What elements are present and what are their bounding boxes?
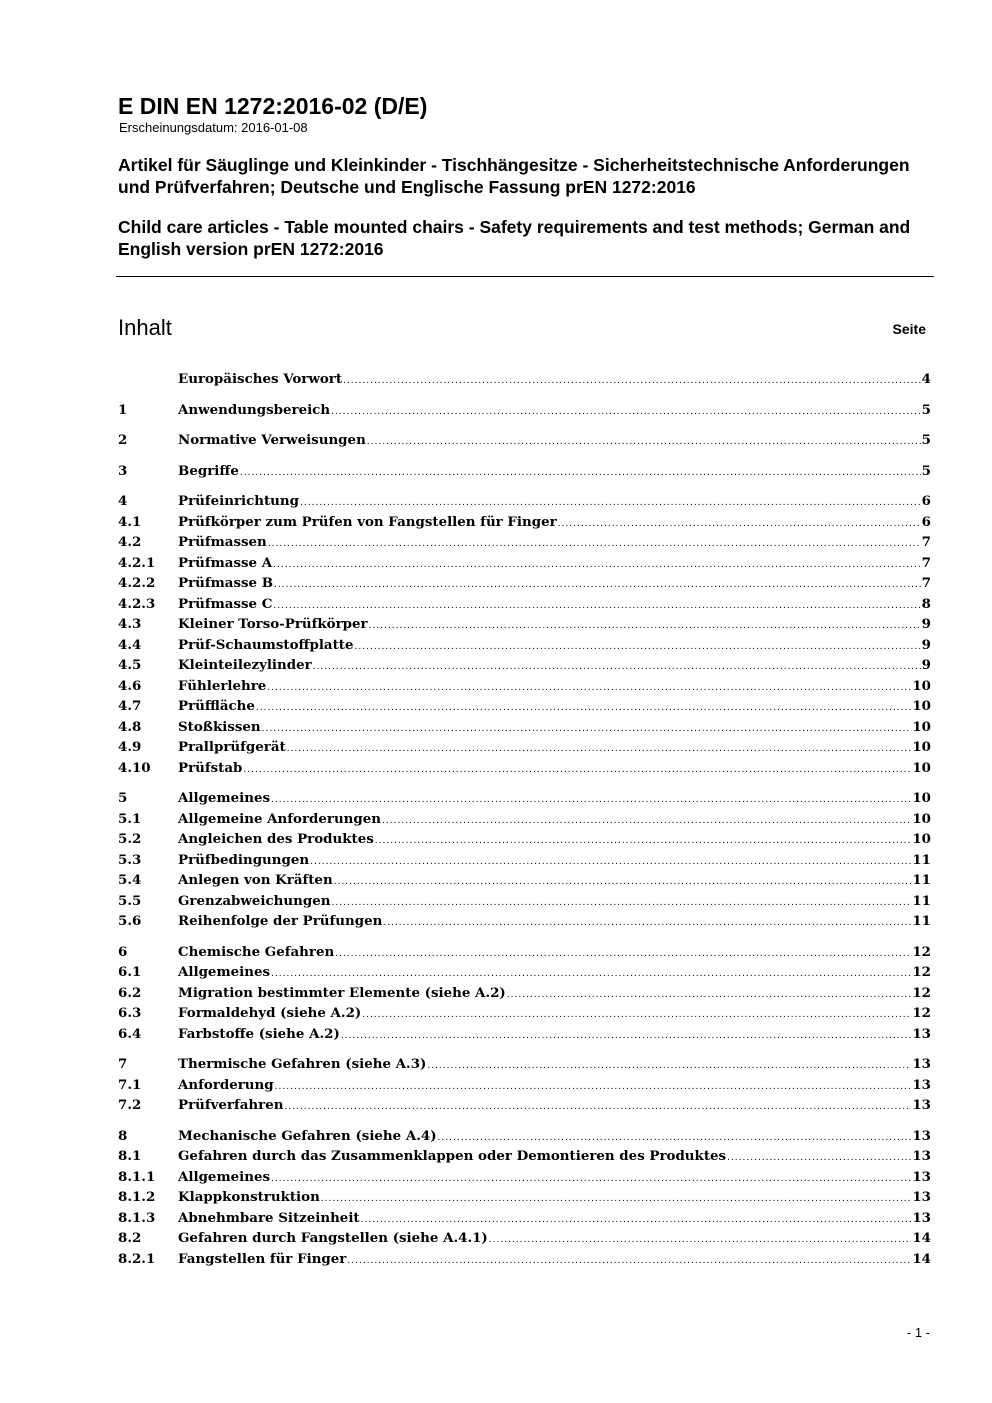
toc-dot-leader — [341, 1031, 912, 1041]
toc-entry[interactable] — [118, 739, 931, 760]
toc-dot-leader — [362, 1010, 911, 1020]
toc-entry[interactable] — [118, 678, 931, 699]
toc-entry-page: 12 — [912, 1005, 931, 1021]
toc-dot-leader — [256, 703, 911, 713]
toc-entry-number: 3 — [118, 462, 128, 479]
toc-dot-leader — [271, 795, 911, 805]
toc-dot-leader — [334, 877, 912, 887]
toc-entry-label: Kleinteilezylinder — [178, 657, 312, 673]
toc-heading: Inhalt — [118, 315, 172, 340]
toc-entry-number: 5.2 — [118, 831, 142, 847]
toc-entry[interactable] — [118, 811, 931, 832]
toc-entry-label: Grenzabweichungen — [178, 892, 331, 909]
toc-dot-leader — [268, 539, 921, 549]
toc-entry-page: 12 — [912, 964, 931, 980]
toc-entry-number: 5 — [118, 790, 128, 806]
toc-entry-label: Prüfmassen — [178, 534, 267, 550]
toc-entry-page: 4 — [921, 371, 931, 387]
toc-entry-label: Europäisches Vorwort — [178, 371, 343, 387]
toc-dot-leader — [367, 437, 921, 447]
toc-entry-page: 11 — [912, 892, 931, 909]
toc-entry-number: 4.8 — [118, 718, 142, 735]
toc-entry-page: 10 — [912, 698, 931, 714]
toc-dot-leader — [332, 898, 912, 908]
toc-dot-leader — [383, 918, 911, 928]
toc-dot-leader — [321, 1194, 912, 1204]
toc-entry-label: Prüfkörper zum Prüfen von Fangstellen für Finger — [178, 513, 557, 530]
toc-entry[interactable] — [118, 1128, 931, 1149]
toc-entry-page: 13 — [912, 1056, 931, 1072]
toc-dot-leader — [347, 1256, 911, 1266]
toc-entry-number: 7.1 — [118, 1076, 142, 1093]
toc-entry-label: Klappkonstruktion — [178, 1189, 320, 1205]
toc-dot-leader — [284, 1102, 911, 1112]
toc-entry[interactable] — [118, 944, 931, 965]
toc-entry-page: 13 — [912, 1076, 931, 1093]
toc-entry-number: 8.1.2 — [118, 1189, 156, 1205]
toc-entry[interactable] — [118, 463, 931, 484]
toc-entry[interactable] — [118, 1097, 931, 1118]
toc-entry[interactable] — [118, 402, 931, 423]
toc-entry-label: Chemische Gefahren — [178, 943, 335, 960]
toc-entry-page: 13 — [912, 1189, 931, 1205]
toc-entry-page: 14 — [912, 1230, 931, 1246]
toc-entry-page: 6 — [921, 513, 931, 530]
toc-entry-page: 10 — [912, 718, 931, 735]
toc-entry-label: Mechanische Gefahren (siehe A.4) — [178, 1127, 437, 1144]
toc-entry[interactable] — [118, 698, 931, 719]
toc-entry-number: 5.5 — [118, 892, 142, 909]
publication-date: Erscheinungsdatum: 2016-01-08 — [119, 120, 308, 135]
toc-entry[interactable] — [118, 852, 931, 873]
toc-entry-label: Stoßkissen — [178, 718, 261, 735]
toc-entry-page: 13 — [912, 1209, 931, 1226]
toc-entry-page: 12 — [912, 943, 931, 960]
toc-entry-page: 5 — [921, 462, 931, 479]
toc-entry[interactable] — [118, 1251, 931, 1272]
toc-entry-label: Prüfstab — [178, 759, 243, 776]
toc-dot-leader — [335, 949, 911, 959]
toc-entry-label: Allgemeine Anforderungen — [178, 810, 382, 827]
toc-entry-page: 5 — [921, 432, 931, 448]
toc-entry-label: Allgemeines — [178, 964, 271, 980]
toc-dot-leader — [240, 468, 921, 478]
toc-dot-leader — [382, 816, 911, 826]
toc-entry-number: 4.6 — [118, 677, 142, 694]
toc-entry-number: 8.1.1 — [118, 1168, 156, 1185]
toc-entry-label: Kleiner Torso-Prüfkörper — [178, 616, 368, 632]
toc-entry[interactable] — [118, 1056, 931, 1077]
toc-entry-number: 4.2.3 — [118, 595, 156, 612]
toc-entry-number: 8 — [118, 1127, 128, 1144]
toc-entry[interactable] — [118, 760, 931, 781]
toc-entry-page: 10 — [912, 677, 931, 694]
toc-dot-leader — [361, 1215, 912, 1225]
toc-entry-label: Anforderung — [178, 1076, 274, 1093]
toc-entry[interactable] — [118, 575, 931, 596]
toc-entry-page: 5 — [921, 401, 931, 418]
toc-dot-leader — [489, 1235, 912, 1245]
toc-entry-number: 6.3 — [118, 1005, 142, 1021]
toc-entry-label: Anlegen von Kräften — [178, 872, 333, 888]
toc-entry[interactable] — [118, 872, 931, 893]
toc-entry[interactable] — [118, 657, 931, 678]
toc-dot-leader — [369, 621, 921, 631]
toc-entry-label: Abnehmbare Sitzeinheit — [178, 1209, 360, 1226]
toc-entry-label: Prüf-Schaumstoffplatte — [178, 636, 354, 653]
toc-entry-label: Prüfeinrichtung — [178, 493, 300, 509]
toc-entry-number: 5.4 — [118, 872, 142, 888]
toc-entry-page: 12 — [912, 984, 931, 1001]
toc-dot-leader — [273, 560, 921, 570]
toc-entry-page: 10 — [912, 790, 931, 806]
toc-dot-leader — [243, 765, 911, 775]
toc-entry-number: 1 — [118, 401, 128, 418]
toc-entry-page: 13 — [912, 1168, 931, 1185]
toc-entry-number: 5.6 — [118, 913, 142, 929]
toc-dot-leader — [271, 1174, 911, 1184]
toc-entry-number: 8.2.1 — [118, 1250, 156, 1267]
toc-entry-page: 13 — [912, 1025, 931, 1042]
toc-entry-page: 11 — [912, 851, 931, 868]
toc-entry-number: 2 — [118, 432, 128, 448]
toc-entry-number: 4.10 — [118, 759, 151, 776]
toc-entry-label: Prüfmasse C — [178, 595, 273, 612]
toc-entry-page: 11 — [912, 913, 931, 929]
toc-entry[interactable] — [118, 1210, 931, 1231]
toc-entry-page: 7 — [921, 575, 931, 591]
toc-dot-leader — [273, 601, 920, 611]
toc-entry-number: 4.2.1 — [118, 554, 156, 571]
toc-entry-number: 4.1 — [118, 513, 142, 530]
toc-entry-number: 5.1 — [118, 810, 142, 827]
toc-entry-number: 4.3 — [118, 616, 142, 632]
toc-page-column-label: Seite — [892, 321, 926, 337]
toc-entry-page: 7 — [921, 554, 931, 571]
toc-entry[interactable] — [118, 371, 931, 392]
toc-entry-page: 10 — [912, 831, 931, 847]
page-number: - 1 - — [906, 1325, 930, 1340]
toc-entry-page: 10 — [912, 739, 931, 755]
toc-dot-leader — [727, 1153, 911, 1163]
toc-dot-leader — [438, 1133, 912, 1143]
toc-entry-page: 6 — [921, 493, 931, 509]
toc-entry-label: Anwendungsbereich — [178, 401, 331, 418]
toc-entry-page: 9 — [921, 616, 931, 632]
toc-entry-page: 7 — [921, 534, 931, 550]
toc-dot-leader — [262, 724, 912, 734]
toc-entry-number: 4 — [118, 493, 128, 509]
toc-entry[interactable] — [118, 1077, 931, 1098]
toc-entry[interactable] — [118, 1169, 931, 1190]
toc-entry-number: 5.3 — [118, 851, 142, 868]
toc-entry[interactable] — [118, 964, 931, 985]
toc-entry[interactable] — [118, 555, 931, 576]
toc-entry-number: 8.1 — [118, 1148, 142, 1164]
toc-entry-label: Prüfmasse B — [178, 575, 274, 591]
toc-dot-leader — [267, 683, 911, 693]
toc-entry-number: 7 — [118, 1056, 128, 1072]
toc-entry[interactable] — [118, 1189, 931, 1210]
toc-entry[interactable] — [118, 432, 931, 453]
toc-entry[interactable] — [118, 1148, 931, 1169]
document-id: E DIN EN 1272:2016-02 (D/E) — [118, 93, 428, 119]
toc-entry-page: 9 — [921, 636, 931, 653]
toc-dot-leader — [275, 1082, 912, 1092]
toc-entry-page: 13 — [912, 1127, 931, 1144]
toc-dot-leader — [507, 990, 912, 1000]
title-german: Artikel für Säuglinge und Kleinkinder - Tischhängesitze - Sicherheitstechnische Anforderungen und Prüfverfahren; Deutsche und Englische Fassung prEN 1272:2016 — [118, 155, 910, 197]
toc-entry-label: Fangstellen für Finger — [178, 1250, 347, 1267]
toc-entry[interactable] — [118, 493, 931, 514]
toc-entry-number: 4.9 — [118, 739, 142, 755]
toc-entry-label: Begriffe — [178, 462, 239, 479]
toc-entry-page: 14 — [912, 1250, 931, 1267]
toc-entry-number: 6.1 — [118, 964, 142, 980]
toc-entry-number: 8.1.3 — [118, 1209, 156, 1226]
toc-entry-label: Gefahren durch Fangstellen (siehe A.4.1) — [178, 1230, 488, 1246]
toc-dot-leader — [558, 519, 921, 529]
toc-dot-leader — [300, 498, 921, 508]
toc-entry-page: 11 — [912, 872, 931, 888]
toc-entry[interactable] — [118, 637, 931, 658]
toc-dot-leader — [375, 836, 912, 846]
toc-entry[interactable] — [118, 831, 931, 852]
toc-entry-label: Formaldehyd (siehe A.2) — [178, 1005, 362, 1021]
toc-entry-label: Reihenfolge der Prüfungen — [178, 913, 383, 929]
toc-entry[interactable] — [118, 893, 931, 914]
toc-entry[interactable] — [118, 514, 931, 535]
toc-entry-number: 6.2 — [118, 984, 142, 1001]
toc-entry[interactable] — [118, 985, 931, 1006]
toc-entry-label: Normative Verweisungen — [178, 432, 366, 448]
toc-entry-label: Prüfmasse A — [178, 554, 273, 571]
toc-entry[interactable] — [118, 790, 931, 811]
toc-entry-label: Gefahren durch das Zusammenklappen oder Demontieren des Produktes — [178, 1148, 727, 1164]
toc-entry[interactable] — [118, 616, 931, 637]
toc-dot-leader — [274, 580, 921, 590]
toc-dot-leader — [331, 407, 921, 417]
toc-entry-label: Farbstoffe (siehe A.2) — [178, 1025, 340, 1042]
toc-entry[interactable] — [118, 719, 931, 740]
toc-entry-label: Prüfbedingungen — [178, 851, 310, 868]
toc-entry-page: 10 — [912, 810, 931, 827]
toc-entry-label: Prallprüfgerät — [178, 739, 286, 755]
toc-entry-number: 4.4 — [118, 636, 142, 653]
toc-entry[interactable] — [118, 596, 931, 617]
toc-entry[interactable] — [118, 1005, 931, 1026]
toc-entry-label: Allgemeines — [178, 1168, 271, 1185]
toc-entry-label: Angleichen des Produktes — [178, 831, 374, 847]
toc-entry-page: 9 — [921, 657, 931, 673]
document-header — [118, 92, 934, 260]
toc-entry-number: 4.2 — [118, 534, 142, 550]
toc-entry[interactable] — [118, 1026, 931, 1047]
toc-dot-leader — [427, 1061, 911, 1071]
toc-entry-number: 4.2.2 — [118, 575, 156, 591]
toc-entry-number: 4.7 — [118, 698, 142, 714]
toc-entry-number: 6 — [118, 943, 128, 960]
table-of-contents — [118, 371, 931, 1271]
toc-dot-leader — [343, 376, 921, 386]
toc-entry[interactable] — [118, 913, 931, 934]
toc-dot-leader — [310, 857, 911, 867]
toc-entry-label: Thermische Gefahren (siehe A.3) — [178, 1056, 427, 1072]
toc-entry-label: Prüffläche — [178, 698, 255, 714]
toc-dot-leader — [271, 969, 911, 979]
toc-entry-number: 7.2 — [118, 1097, 142, 1113]
toc-entry-label: Fühlerlehre — [178, 677, 267, 694]
toc-entry[interactable] — [118, 1230, 931, 1251]
toc-entry-label: Prüfverfahren — [178, 1097, 284, 1113]
toc-entry-page: 8 — [921, 595, 931, 612]
header-divider — [116, 276, 934, 277]
toc-entry-number: 8.2 — [118, 1230, 142, 1246]
toc-entry-label: Allgemeines — [178, 790, 271, 806]
toc-entry-number: 6.4 — [118, 1025, 142, 1042]
toc-entry-page: 10 — [912, 759, 931, 776]
toc-entry-page: 13 — [912, 1148, 931, 1164]
title-english: Child care articles - Table mounted chairs - Safety requirements and test methods; German and English version prEN 1272:2016 — [118, 217, 911, 259]
toc-dot-leader — [355, 642, 921, 652]
toc-entry[interactable] — [118, 534, 931, 555]
toc-entry-number: 4.5 — [118, 657, 142, 673]
toc-dot-leader — [313, 662, 921, 672]
toc-entry-label: Migration bestimmter Elemente (siehe A.2) — [178, 984, 506, 1001]
toc-entry-page: 13 — [912, 1097, 931, 1113]
toc-dot-leader — [287, 744, 912, 754]
